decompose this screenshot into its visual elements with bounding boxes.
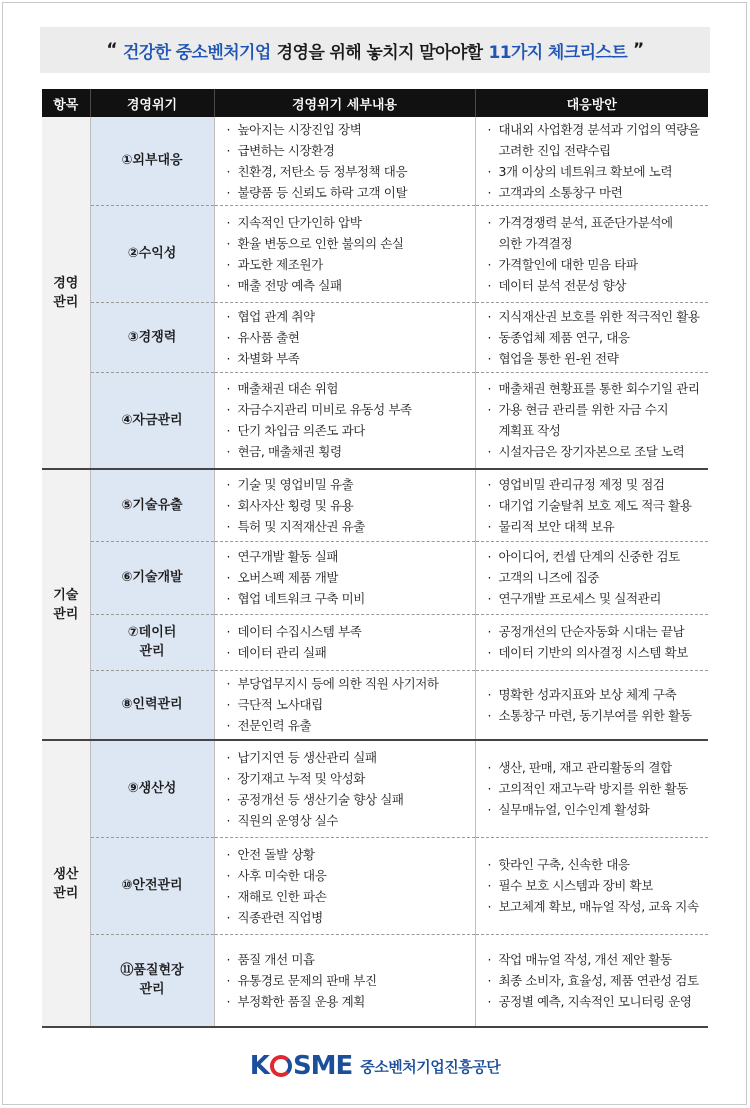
response-list xyxy=(488,474,705,537)
response-cell xyxy=(475,205,708,302)
detail-item: · 공정개선 등 생산기술 향상 실패 xyxy=(227,789,469,810)
table-row xyxy=(42,117,708,205)
response-item: · 아이디어, 컨셉 단계의 신중한 검토 xyxy=(488,546,705,567)
detail-item: · 데이터 수집시스템 부족 xyxy=(227,621,469,642)
detail-item: · 장기재고 누적 및 악성화 xyxy=(227,768,469,789)
category-label: 생산 xyxy=(53,866,79,882)
crisis-cell xyxy=(90,302,214,372)
category-label: 관리 xyxy=(53,885,79,901)
details-cell xyxy=(214,934,475,1027)
detail-item: · 환율 변동으로 인한 불의의 손실 xyxy=(227,233,469,254)
details-list xyxy=(227,378,469,462)
detail-item: · 부정확한 품질 운용 계획 xyxy=(227,991,469,1012)
response-item: · 실무매뉴얼, 인수인계 활성화 xyxy=(488,799,705,820)
response-item: · 동종업체 제품 연구, 대응 xyxy=(488,327,705,348)
detail-item: · 극단적 노사대립 xyxy=(227,694,469,715)
logo-letter-k: K xyxy=(249,1051,269,1081)
response-cell xyxy=(475,670,708,740)
close-quote: ” xyxy=(633,40,644,60)
details-cell xyxy=(214,541,475,614)
details-list xyxy=(227,844,469,928)
detail-item: · 높아지는 시장진입 장벽 xyxy=(227,119,469,140)
details-list xyxy=(227,621,469,663)
open-quote: “ xyxy=(106,40,117,60)
details-list xyxy=(227,949,469,1012)
detail-item: · 매출 전망 예측 실패 xyxy=(227,275,469,296)
detail-item: · 특허 및 지적재산권 유출 xyxy=(227,516,469,537)
response-item: · 물리적 보안 대책 보유 xyxy=(488,516,705,537)
table-row xyxy=(42,372,708,469)
detail-item: · 유통경로 문제의 판매 부진 xyxy=(227,970,469,991)
response-list xyxy=(488,949,705,1012)
category-cell xyxy=(42,740,90,1027)
response-list xyxy=(488,684,705,726)
kosme-logo xyxy=(250,1051,353,1081)
details-list xyxy=(227,673,469,736)
response-item: · 지식재산권 보호를 위한 적극적인 활용 xyxy=(488,306,705,327)
response-cell xyxy=(475,934,708,1027)
response-item: 계획표 작성 xyxy=(498,423,561,439)
detail-item: · 차별화 부족 xyxy=(227,348,469,369)
crisis-cell xyxy=(90,934,214,1027)
crisis-label: ①외부대응 xyxy=(121,153,183,169)
crisis-label: ⑥기술개발 xyxy=(121,570,183,585)
crisis-label: 관리 xyxy=(139,982,165,998)
header-details: 경영위기 세부내용 xyxy=(214,89,475,117)
detail-item: · 협업 네트워크 구축 미비 xyxy=(227,588,469,609)
logo-letters-sme: SME xyxy=(292,1051,353,1081)
response-item: · 가용 현금 관리를 위한 자금 수지 xyxy=(488,399,705,420)
response-item: · 협업을 통한 윈-윈 전략 xyxy=(488,348,705,369)
crisis-label: ②수익성 xyxy=(127,246,177,261)
detail-item: · 오버스펙 제품 개발 xyxy=(227,567,469,588)
crisis-label: ⑧인력관리 xyxy=(121,697,183,713)
page-title xyxy=(40,27,710,73)
detail-item: · 친환경, 저탄소 등 정부정책 대응 xyxy=(227,161,469,182)
crisis-label: ⑪품질현장 xyxy=(120,963,184,979)
detail-item: · 부당업무지시 등에 의한 직원 사기저하 xyxy=(227,673,469,694)
response-list xyxy=(488,621,705,663)
crisis-cell xyxy=(90,469,214,541)
details-cell xyxy=(214,469,475,541)
response-item: · 가격할인에 대한 믿음 타파 xyxy=(488,254,705,275)
details-cell xyxy=(214,614,475,670)
response-item: · 공정별 예측, 지속적인 모니터링 운영 xyxy=(488,991,705,1012)
detail-item: · 유사품 출현 xyxy=(227,327,469,348)
response-item: · 매출채권 현황표를 통한 회수기일 관리 xyxy=(488,378,705,399)
response-cell xyxy=(475,469,708,541)
logo-o-mark-icon xyxy=(270,1055,292,1077)
crisis-cell xyxy=(90,614,214,670)
crisis-cell xyxy=(90,670,214,740)
detail-item: · 직종관련 직업병 xyxy=(227,907,469,928)
detail-item: · 현금, 매출채권 횡령 xyxy=(227,441,469,462)
crisis-label: ④자금관리 xyxy=(121,412,183,428)
details-list xyxy=(227,747,469,831)
detail-item: · 안전 돌발 상황 xyxy=(227,844,469,865)
details-cell xyxy=(214,205,475,302)
details-list xyxy=(227,546,469,609)
response-item: · 데이터 기반의 의사결정 시스템 확보 xyxy=(488,642,705,663)
table-row xyxy=(42,740,708,837)
details-list xyxy=(227,119,469,203)
detail-item: · 품질 개선 미흡 xyxy=(227,949,469,970)
response-list xyxy=(488,378,705,462)
response-item: · 고객의 니즈에 집중 xyxy=(488,567,705,588)
details-cell xyxy=(214,302,475,372)
response-item: · 연구개발 프로세스 및 실적관리 xyxy=(488,588,705,609)
table-row xyxy=(42,934,708,1027)
response-item: · 필수 보호 시스템과 장비 확보 xyxy=(488,875,705,896)
response-item: · 영업비밀 관리규정 제정 및 점검 xyxy=(488,474,705,495)
detail-item: · 지속적인 단가인하 압박 xyxy=(227,212,469,233)
details-cell xyxy=(214,837,475,934)
crisis-label: ⑨생산성 xyxy=(127,781,177,797)
table-row xyxy=(42,205,708,302)
crisis-label: ③경쟁력 xyxy=(127,329,177,345)
detail-item: · 연구개발 활동 실패 xyxy=(227,546,469,567)
response-item: 의한 가격결정 xyxy=(498,235,573,251)
title-highlight-count: 11가지 체크리스트 xyxy=(488,42,628,63)
response-list xyxy=(488,757,705,820)
detail-item: · 단기 차입금 의존도 과다 xyxy=(227,420,469,441)
details-cell xyxy=(214,117,475,205)
checklist-body xyxy=(42,117,708,1027)
detail-item: · 전문인력 유출 xyxy=(227,715,469,736)
crisis-label: 관리 xyxy=(139,644,165,659)
response-list xyxy=(488,212,705,296)
response-cell xyxy=(475,837,708,934)
crisis-label: ⑦데이터 xyxy=(127,625,177,640)
detail-item: · 납기지연 등 생산관리 실패 xyxy=(227,747,469,768)
table-row xyxy=(42,541,708,614)
detail-item: · 데이터 관리 실패 xyxy=(227,642,469,663)
detail-item: · 급변하는 시장환경 xyxy=(227,140,469,161)
details-cell xyxy=(214,740,475,837)
header-crisis: 경영위기 xyxy=(90,89,214,117)
detail-item: · 직원의 운영상 실수 xyxy=(227,810,469,831)
details-list xyxy=(227,306,469,369)
category-cell xyxy=(42,117,90,469)
table-row xyxy=(42,670,708,740)
detail-item: · 자금수지관리 미비로 유동성 부족 xyxy=(227,399,469,420)
response-cell xyxy=(475,302,708,372)
header-row xyxy=(42,89,708,117)
response-item: 고려한 진입 전략수립 xyxy=(498,142,611,158)
detail-item: · 사후 미숙한 대응 xyxy=(227,865,469,886)
details-cell xyxy=(214,670,475,740)
detail-item: · 회사자산 횡령 및 유용 xyxy=(227,495,469,516)
response-list xyxy=(488,306,705,369)
detail-item: · 기술 및 영업비밀 유출 xyxy=(227,474,469,495)
response-item: · 3개 이상의 네트워크 확보에 노력 xyxy=(488,161,705,182)
category-label: 경영 xyxy=(53,275,79,291)
title-highlight: 건강한 중소벤처기업 xyxy=(122,42,271,63)
response-item: · 작업 매뉴얼 작성, 개선 제안 활동 xyxy=(488,949,705,970)
detail-item: · 불량품 등 신뢰도 하락 고객 이탈 xyxy=(227,182,469,203)
crisis-cell xyxy=(90,541,214,614)
response-item: · 고의적인 재고누락 방지를 위한 활동 xyxy=(488,778,705,799)
response-item: · 소통창구 마련, 동기부여를 위한 활동 xyxy=(488,705,705,726)
response-item: · 핫라인 구축, 신속한 대응 xyxy=(488,854,705,875)
detail-item: · 협업 관계 취약 xyxy=(227,306,469,327)
response-item: · 대기업 기술탈취 보호 제도 적극 활용 xyxy=(488,495,705,516)
response-item: · 대내외 사업환경 분석과 기업의 역량을 xyxy=(488,119,705,140)
details-cell xyxy=(214,372,475,469)
response-item: · 보고체계 확보, 매뉴얼 작성, 교육 지속 xyxy=(488,896,705,917)
table-row xyxy=(42,302,708,372)
category-label: 관리 xyxy=(53,294,79,310)
detail-item: · 재해로 인한 파손 xyxy=(227,886,469,907)
title-middle: 경영을 위해 놓치지 말아야할 xyxy=(276,42,483,63)
response-item: · 가격경쟁력 분석, 표준단가분석에 xyxy=(488,212,705,233)
header-category: 항목 xyxy=(42,89,90,117)
organization-name: 중소벤처기업진흥공단 xyxy=(360,1057,501,1076)
crisis-cell xyxy=(90,372,214,469)
response-list xyxy=(488,119,705,203)
details-list xyxy=(227,474,469,537)
response-item: · 생산, 판매, 재고 관리활동의 결합 xyxy=(488,757,705,778)
category-label: 기술 xyxy=(53,587,79,603)
crisis-cell xyxy=(90,205,214,302)
crisis-cell xyxy=(90,117,214,205)
crisis-cell xyxy=(90,740,214,837)
response-cell xyxy=(475,372,708,469)
response-cell xyxy=(475,614,708,670)
checklist-table xyxy=(42,89,708,1028)
table-row xyxy=(42,469,708,541)
response-item: · 데이터 분석 전문성 향상 xyxy=(488,275,705,296)
category-label: 관리 xyxy=(53,606,79,622)
detail-item: · 과도한 제조원가 xyxy=(227,254,469,275)
response-cell xyxy=(475,117,708,205)
response-item: · 시설자금은 장기자본으로 조달 노력 xyxy=(488,441,705,462)
category-cell xyxy=(42,469,90,740)
crisis-label: ⑩안전관리 xyxy=(121,878,183,893)
response-list xyxy=(488,854,705,917)
details-list xyxy=(227,212,469,296)
table-row xyxy=(42,614,708,670)
response-item: · 명확한 성과지표와 보상 체계 구축 xyxy=(488,684,705,705)
response-cell xyxy=(475,740,708,837)
response-cell xyxy=(475,541,708,614)
response-item: · 최종 소비자, 효율성, 제품 연관성 검토 xyxy=(488,970,705,991)
footer xyxy=(0,1046,750,1086)
detail-item: · 매출채권 대손 위험 xyxy=(227,378,469,399)
crisis-label: ⑤기술유출 xyxy=(121,497,183,513)
response-list xyxy=(488,546,705,609)
header-response: 대응방안 xyxy=(475,89,708,117)
crisis-cell xyxy=(90,837,214,934)
response-item: · 공정개선의 단순자동화 시대는 끝남 xyxy=(488,621,705,642)
table-row xyxy=(42,837,708,934)
response-item: · 고객과의 소통창구 마련 xyxy=(488,182,705,203)
